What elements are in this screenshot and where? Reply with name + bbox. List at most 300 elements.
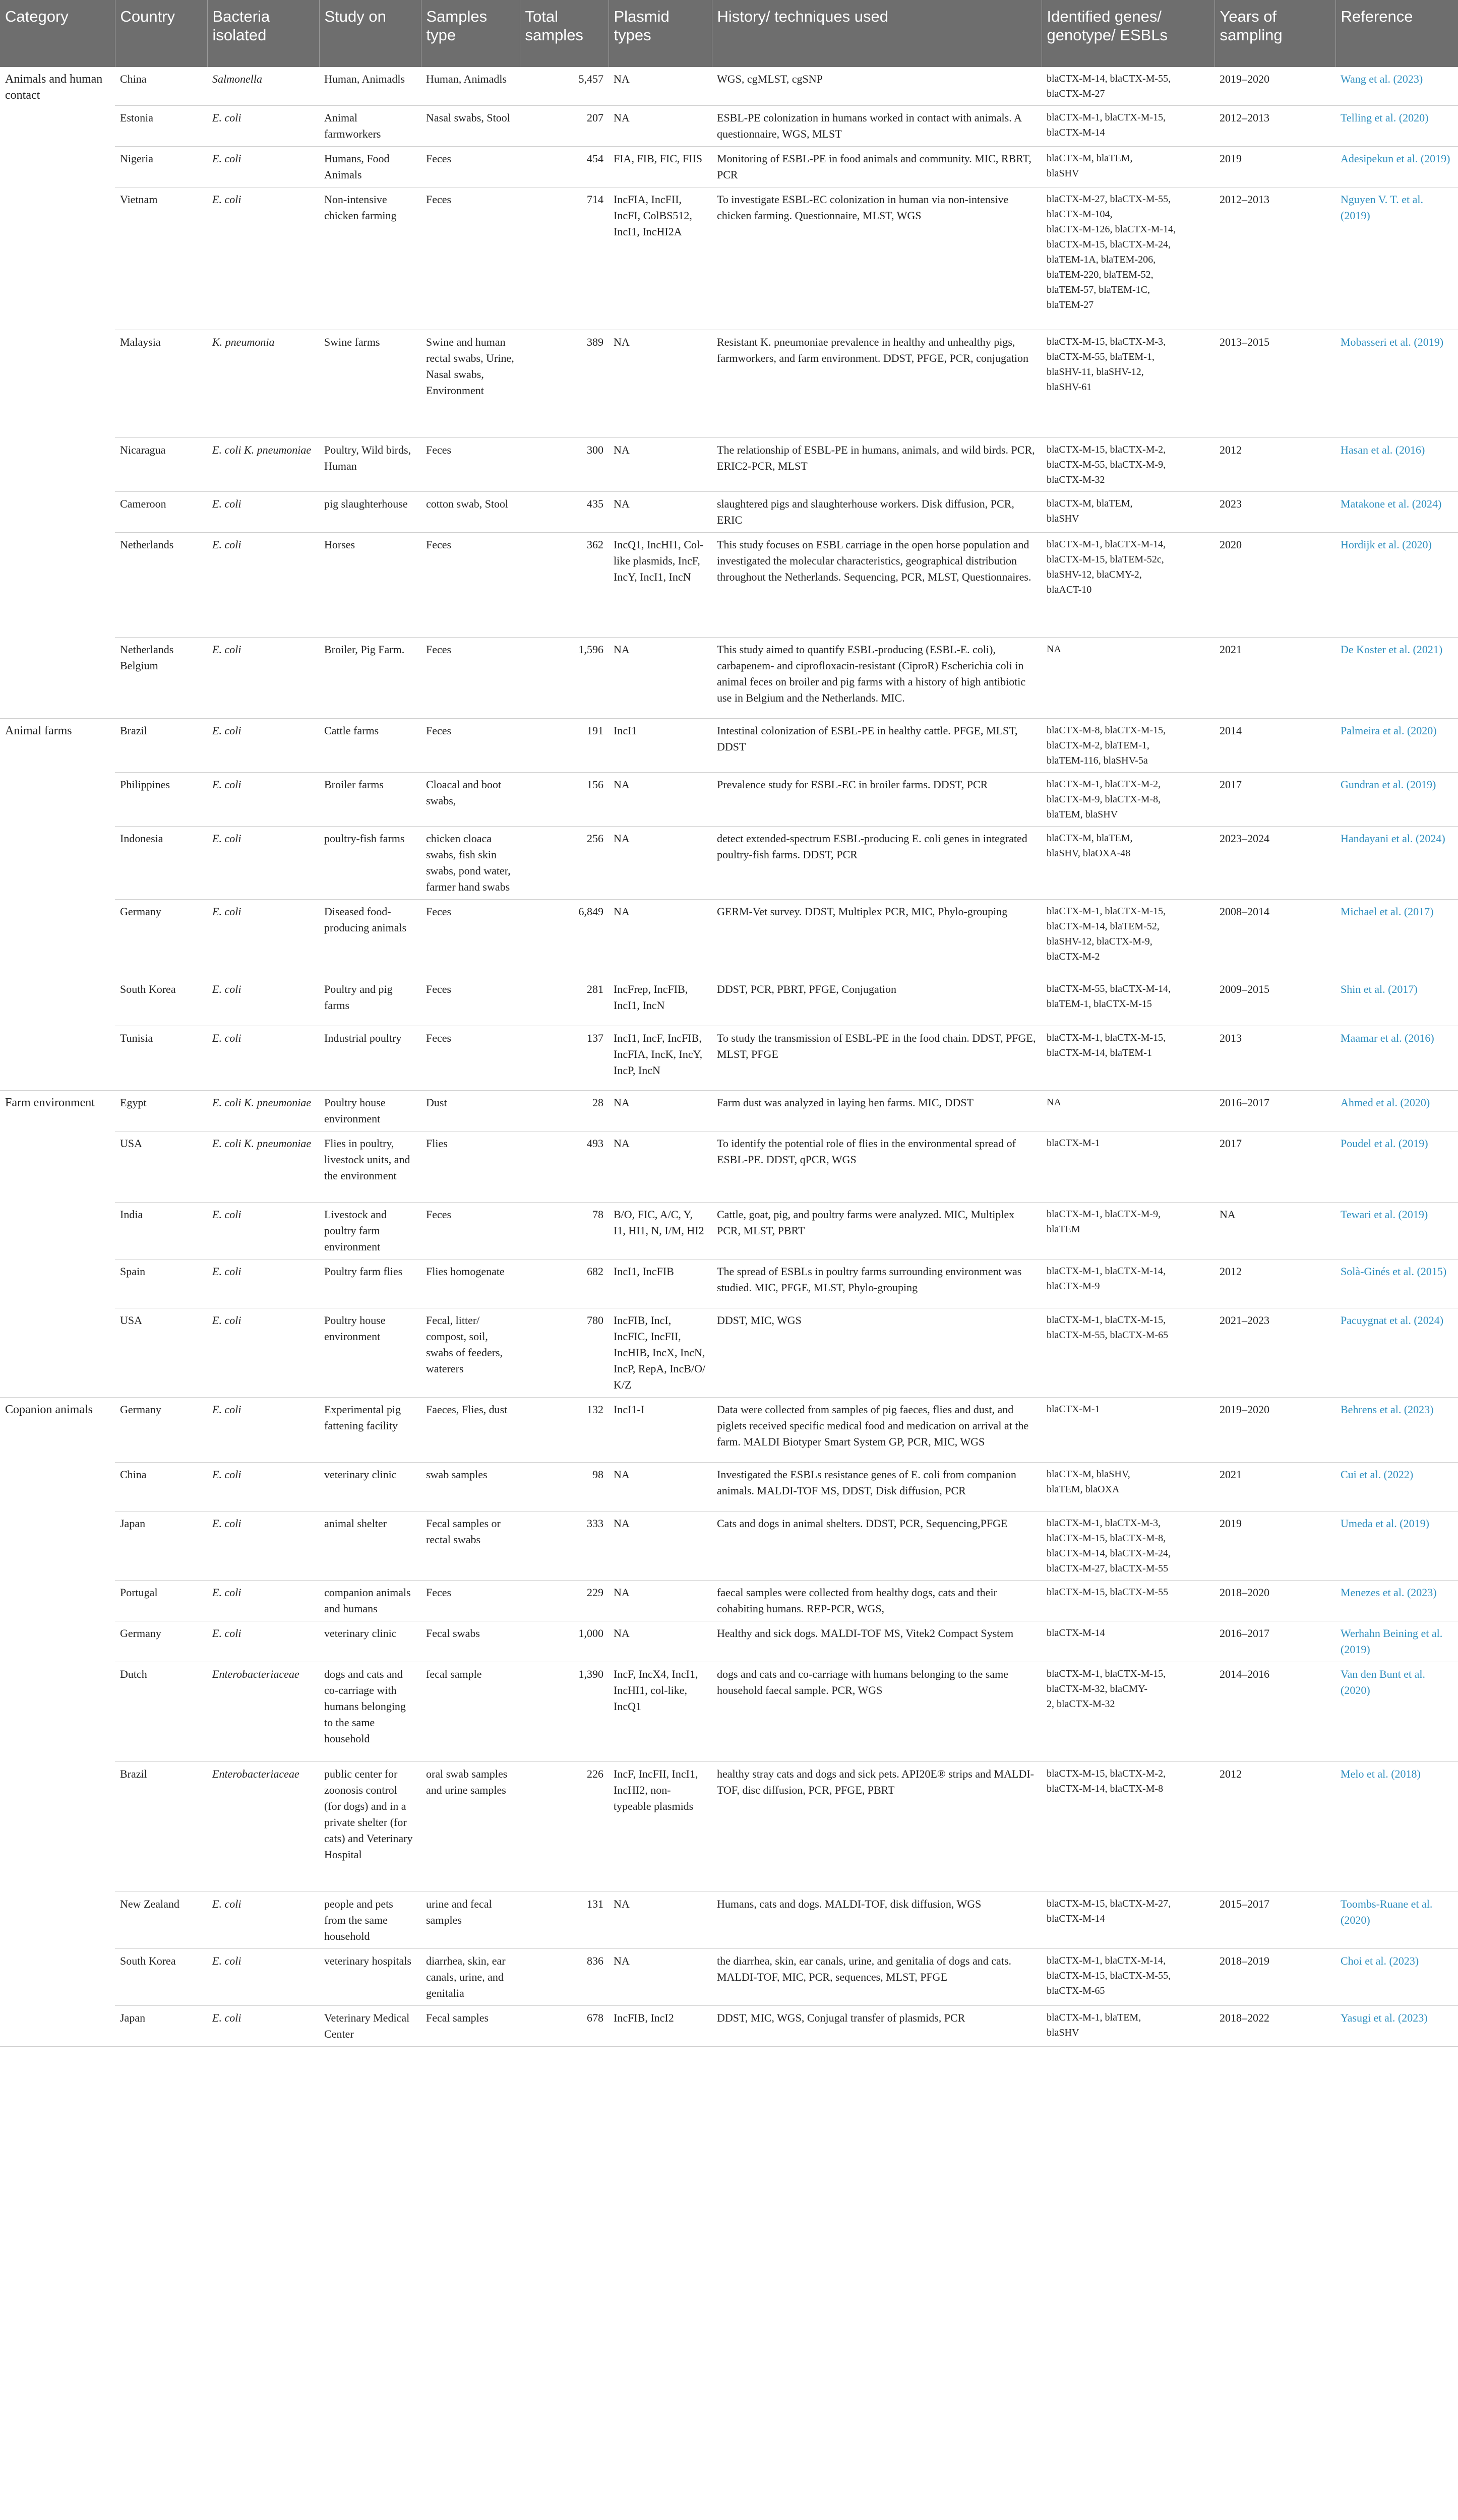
country-cell: Estonia (115, 106, 207, 147)
table-row (0, 2006, 1458, 2047)
genes-cell (1042, 977, 1214, 1026)
total-cell: 6,849 (520, 900, 609, 977)
header-category: Category (0, 0, 115, 67)
reference-link[interactable]: Adesipekun et al. (2019) (1341, 152, 1450, 165)
country-cell: Tunisia (115, 1026, 207, 1091)
gene-entry: blaCTX-M-14 (1047, 1627, 1105, 1639)
plasmid-cell: NA (609, 1621, 712, 1662)
gene-entry: blaCTX-M-14, blaCTX-M-55, (1047, 73, 1171, 84)
years-cell: 2019–2020 (1214, 1398, 1335, 1463)
techniques-cell: DDST, MIC, WGS, Conjugal transfer of plasmids, PCR (712, 2006, 1042, 2047)
reference-link[interactable]: Michael et al. (2017) (1341, 905, 1434, 918)
reference-cell (1335, 1398, 1458, 1463)
reference-cell (1335, 147, 1458, 187)
gene-entry: blaTEM, blaOXA (1047, 1484, 1120, 1495)
genes-cell (1042, 1621, 1214, 1662)
gene-entry: blaCTX-M-1, blaCTX-M-15, (1047, 1668, 1166, 1679)
reference-link[interactable]: Ahmed et al. (2020) (1341, 1096, 1430, 1109)
total-cell: 191 (520, 719, 609, 773)
table-body (0, 67, 1458, 2047)
plasmid-cell: IncFrep, IncFIB, IncI1, IncN (609, 977, 712, 1026)
total-cell: 281 (520, 977, 609, 1026)
study-cell: dogs and cats and co-carriage with humans belonging to the same household (319, 1662, 421, 1762)
table-row (0, 1511, 1458, 1581)
total-cell: 78 (520, 1203, 609, 1259)
years-cell: 2019–2020 (1214, 67, 1335, 106)
samples-cell: fecal sample (421, 1662, 520, 1762)
gene-entry: blaCTX-M-15, blaCTX-M-24, (1047, 239, 1171, 250)
samples-cell: Feces (421, 533, 520, 638)
plasmid-cell: NA (609, 773, 712, 827)
country-cell: Netherlands Belgium (115, 638, 207, 719)
bacteria-cell: E. coli K. pneumoniae (207, 1091, 319, 1131)
techniques-cell: Healthy and sick dogs. MALDI-TOF MS, Vitek2 Compact System (712, 1621, 1042, 1662)
study-cell: people and pets from the same household (319, 1892, 421, 1949)
years-cell: 2012 (1214, 1762, 1335, 1892)
table-row (0, 1463, 1458, 1511)
country-cell: India (115, 1203, 207, 1259)
bacteria-cell: Salmonella (207, 67, 319, 106)
gene-entry: blaSHV-12, blaCTX-M-9, (1047, 936, 1152, 947)
techniques-cell: Farm dust was analyzed in laying hen farms. MIC, DDST (712, 1091, 1042, 1131)
gene-entry: NA (1047, 644, 1061, 655)
genes-cell (1042, 1463, 1214, 1511)
total-cell: 435 (520, 492, 609, 533)
study-cell: pig slaughterhouse (319, 492, 421, 533)
reference-link[interactable]: Mobasseri et al. (2019) (1341, 336, 1444, 348)
reference-cell (1335, 1091, 1458, 1131)
header-reference: Reference (1335, 0, 1458, 67)
study-cell: Horses (319, 533, 421, 638)
plasmid-cell: NA (609, 106, 712, 147)
plasmid-cell: B/O, FIC, A/C, Y, I1, HI1, N, I/M, HI2 (609, 1203, 712, 1259)
techniques-cell: slaughtered pigs and slaughterhouse workers. Disk diffusion, PCR, ERIC (712, 492, 1042, 533)
reference-cell (1335, 773, 1458, 827)
reference-cell (1335, 1131, 1458, 1203)
plasmid-cell: IncFIB, IncI, IncFIC, IncFII, IncHIB, IncX, IncN, IncP, RepA, IncB/O/ K/Z (609, 1308, 712, 1398)
plasmid-cell: NA (609, 1892, 712, 1949)
samples-cell: Feces (421, 638, 520, 719)
gene-entry: blaCTX-M-1, blaCTX-M-3, (1047, 1518, 1161, 1529)
reference-cell (1335, 438, 1458, 492)
bacteria-cell: E. coli (207, 533, 319, 638)
gene-entry: blaCTX-M-14, blaTEM-1 (1047, 1047, 1152, 1058)
techniques-cell: the diarrhea, skin, ear canals, urine, and genitalia of dogs and cats. MALDI-TOF, MIC, PCR, sequences, MLST, PFGE (712, 1949, 1042, 2006)
gene-entry: blaCTX-M-2 (1047, 951, 1100, 962)
study-cell: veterinary hospitals (319, 1949, 421, 2006)
gene-entry: blaCTX-M-15, blaCTX-M-2, (1047, 444, 1166, 455)
total-cell: 493 (520, 1131, 609, 1203)
samples-cell: Feces (421, 438, 520, 492)
reference-link[interactable]: Behrens et al. (2023) (1341, 1403, 1434, 1416)
bacteria-cell: E. coli (207, 1949, 319, 2006)
reference-link[interactable]: Hasan et al. (2016) (1341, 444, 1425, 456)
bacteria-cell: E. coli K. pneumoniae (207, 438, 319, 492)
table-row (0, 492, 1458, 533)
bacteria-cell: E. coli K. pneumoniae (207, 1131, 319, 1203)
samples-cell: Feces (421, 1581, 520, 1621)
study-cell: public center for zoonosis control (for dogs) and in a private shelter (for cats) and Veterinary Hospital (319, 1762, 421, 1892)
reference-link[interactable]: Tewari et al. (2019) (1341, 1208, 1428, 1221)
reference-link[interactable]: Matakone et al. (2024) (1341, 497, 1442, 510)
techniques-cell: Data were collected from samples of pig faeces, flies and dust, and piglets received specific medical food and medication on arrival at the farm. MALDI Biotyper Smart System GP, PCR, MIC, WGS (712, 1398, 1042, 1463)
total-cell: 682 (520, 1259, 609, 1308)
years-cell: 2014 (1214, 719, 1335, 773)
gene-entry: blaCTX-M-15, blaTEM-52c, (1047, 554, 1164, 565)
reference-link[interactable]: Shin et al. (2017) (1341, 983, 1418, 995)
years-cell: 2012 (1214, 438, 1335, 492)
bacteria-cell: Enterobacteriaceae (207, 1762, 319, 1892)
gene-entry: blaCTX-M-1, blaTEM, (1047, 2012, 1141, 2023)
reference-link[interactable]: Nguyen V. T. et al. (2019) (1341, 193, 1423, 222)
category-cell: Copanion animals (0, 1398, 115, 2047)
years-cell: 2015–2017 (1214, 1892, 1335, 1949)
total-cell: 137 (520, 1026, 609, 1091)
years-cell: 2008–2014 (1214, 900, 1335, 977)
years-cell: 2017 (1214, 773, 1335, 827)
country-cell: Germany (115, 1398, 207, 1463)
samples-cell: Feces (421, 1203, 520, 1259)
gene-entry: blaCTX-M-8, blaCTX-M-15, (1047, 725, 1166, 736)
years-cell: 2013 (1214, 1026, 1335, 1091)
country-cell: South Korea (115, 977, 207, 1026)
study-cell: Humans, Food Animals (319, 147, 421, 187)
plasmid-cell: NA (609, 1091, 712, 1131)
gene-entry: blaCTX-M-15, blaCTX-M-3, (1047, 336, 1166, 347)
reference-cell (1335, 1026, 1458, 1091)
reference-link[interactable]: Umeda et al. (2019) (1341, 1517, 1429, 1530)
reference-cell (1335, 900, 1458, 977)
gene-entry: blaCTX-M-1, blaCTX-M-2, (1047, 779, 1161, 790)
total-cell: 1,596 (520, 638, 609, 719)
samples-cell: Swine and human rectal swabs, Urine, Nasal swabs, Environment (421, 330, 520, 438)
gene-entry: blaCTX-M-1, blaCTX-M-14, (1047, 539, 1166, 550)
study-cell: Broiler, Pig Farm. (319, 638, 421, 719)
genes-cell (1042, 533, 1214, 638)
gene-entry: blaTEM-27 (1047, 299, 1094, 310)
reference-cell (1335, 719, 1458, 773)
years-cell: 2013–2015 (1214, 330, 1335, 438)
reference-link[interactable]: Melo et al. (2018) (1341, 1768, 1421, 1780)
samples-cell: Feces (421, 1026, 520, 1091)
gene-entry: blaCTX-M-9 (1047, 1281, 1100, 1292)
plasmid-cell: IncF, IncFII, IncI1, IncHI2, non-typeable plasmids (609, 1762, 712, 1892)
reference-link[interactable]: Solà-Ginés et al. (2015) (1341, 1265, 1447, 1278)
genes-cell (1042, 106, 1214, 147)
years-cell: 2018–2020 (1214, 1581, 1335, 1621)
techniques-cell: This study focuses on ESBL carriage in the open horse population and investigated the molecular characteristics, geographical distribution throughout the Netherlands. Sequencing, PCR, MLST, Questionnaires. (712, 533, 1042, 638)
genes-cell (1042, 1581, 1214, 1621)
study-cell: poultry-fish farms (319, 827, 421, 900)
gene-entry: 2, blaCTX-M-32 (1047, 1698, 1115, 1710)
reference-link[interactable]: Van den Bunt et al. (2020) (1341, 1668, 1426, 1696)
reference-link[interactable]: Toombs-Ruane et al. (2020) (1341, 1898, 1433, 1926)
total-cell: 226 (520, 1762, 609, 1892)
reference-cell (1335, 533, 1458, 638)
country-cell: Spain (115, 1259, 207, 1308)
country-cell: Dutch (115, 1662, 207, 1762)
table-row (0, 1259, 1458, 1308)
reference-cell (1335, 1308, 1458, 1398)
reference-link[interactable]: Choi et al. (2023) (1341, 1955, 1419, 1967)
reference-cell (1335, 67, 1458, 106)
gene-entry: blaCTX-M-1, blaCTX-M-14, (1047, 1266, 1166, 1277)
study-cell: veterinary clinic (319, 1463, 421, 1511)
table-row (0, 827, 1458, 900)
study-cell: Poultry house environment (319, 1308, 421, 1398)
reference-link[interactable]: Maamar et al. (2016) (1341, 1032, 1434, 1044)
reference-link[interactable]: Gundran et al. (2019) (1341, 778, 1436, 791)
gene-entry: NA (1047, 1097, 1061, 1108)
table-row (0, 1762, 1458, 1892)
gene-entry: blaTEM-116, blaSHV-5a (1047, 755, 1148, 766)
samples-cell: Feces (421, 900, 520, 977)
gene-entry: blaCTX-M, blaTEM, (1047, 498, 1133, 509)
gene-entry: blaCTX-M-15, blaCTX-M-8, (1047, 1533, 1166, 1544)
country-cell: Germany (115, 900, 207, 977)
gene-entry: blaTEM (1047, 1224, 1080, 1235)
bacteria-cell: E. coli (207, 1026, 319, 1091)
samples-cell: Nasal swabs, Stool (421, 106, 520, 147)
gene-entry: blaCTX-M-15, blaCTX-M-55, (1047, 1970, 1171, 1981)
genes-cell (1042, 1949, 1214, 2006)
reference-link[interactable]: Poudel et al. (2019) (1341, 1137, 1428, 1150)
plasmid-cell: IncQ1, IncHI1, Col-like plasmids, IncF, IncY, IncI1, IncN (609, 533, 712, 638)
gene-entry: blaCTX-M, blaTEM, (1047, 833, 1133, 844)
plasmid-cell: NA (609, 638, 712, 719)
samples-cell: Feces (421, 977, 520, 1026)
plasmid-cell: FIA, FIB, FIC, FIIS (609, 147, 712, 187)
total-cell: 300 (520, 438, 609, 492)
gene-entry: blaCTX-M-32, blaCMY- (1047, 1683, 1147, 1694)
gene-entry: blaCTX-M-55, blaCTX-M-14, (1047, 983, 1171, 994)
total-cell: 454 (520, 147, 609, 187)
years-cell: 2021–2023 (1214, 1308, 1335, 1398)
techniques-cell: Investigated the ESBLs resistance genes of E. coli from companion animals. MALDI-TOF MS, DDST, Disk diffusion, PCR (712, 1463, 1042, 1511)
years-cell: 2019 (1214, 1511, 1335, 1581)
study-cell: Broiler farms (319, 773, 421, 827)
techniques-cell: The relationship of ESBL-PE in humans, animals, and wild birds. PCR, ERIC2-PCR, MLST (712, 438, 1042, 492)
bacteria-cell: E. coli (207, 1511, 319, 1581)
country-cell: South Korea (115, 1949, 207, 2006)
samples-cell: Feces (421, 719, 520, 773)
bacteria-cell: E. coli (207, 719, 319, 773)
samples-cell: diarrhea, skin, ear canals, urine, and genitalia (421, 1949, 520, 2006)
total-cell: 256 (520, 827, 609, 900)
reference-cell (1335, 1203, 1458, 1259)
plasmid-cell: NA (609, 330, 712, 438)
plasmid-cell: IncI1, IncF, IncFIB, IncFIA, IncK, IncY, IncP, IncN (609, 1026, 712, 1091)
study-cell: Experimental pig fattening facility (319, 1398, 421, 1463)
country-cell: Portugal (115, 1581, 207, 1621)
years-cell: 2014–2016 (1214, 1662, 1335, 1762)
reference-cell (1335, 1511, 1458, 1581)
reference-cell (1335, 1662, 1458, 1762)
bacteria-cell: K. pneumonia (207, 330, 319, 438)
genes-cell (1042, 773, 1214, 827)
bacteria-cell: E. coli (207, 2006, 319, 2047)
genes-cell (1042, 1511, 1214, 1581)
category-cell: Animals and human contact (0, 67, 115, 719)
reference-cell (1335, 1892, 1458, 1949)
gene-entry: blaCTX-M-1 (1047, 1138, 1100, 1149)
techniques-cell: DDST, PCR, PBRT, PFGE, Conjugation (712, 977, 1042, 1026)
reference-cell (1335, 638, 1458, 719)
bacteria-cell: E. coli (207, 827, 319, 900)
gene-entry: blaCTX-M-1, blaCTX-M-15, (1047, 1032, 1166, 1043)
techniques-cell: Humans, cats and dogs. MALDI-TOF, disk diffusion, WGS (712, 1892, 1042, 1949)
plasmid-cell: NA (609, 67, 712, 106)
gene-entry: blaCTX-M-1 (1047, 1404, 1100, 1415)
country-cell: USA (115, 1131, 207, 1203)
reference-link[interactable]: Werhahn Beining et al. (2019) (1341, 1627, 1443, 1656)
country-cell: Japan (115, 1511, 207, 1581)
genes-cell (1042, 1259, 1214, 1308)
genes-cell (1042, 1203, 1214, 1259)
country-cell: Egypt (115, 1091, 207, 1131)
bacteria-cell: E. coli (207, 1621, 319, 1662)
bacteria-cell: E. coli (207, 1308, 319, 1398)
reference-cell (1335, 106, 1458, 147)
samples-cell: Cloacal and boot swabs, (421, 773, 520, 827)
techniques-cell: The spread of ESBLs in poultry farms surrounding environment was studied. MIC, PFGE, MLST, Phylo-grouping (712, 1259, 1042, 1308)
genes-cell (1042, 1892, 1214, 1949)
techniques-cell: This study aimed to quantify ESBL-producing (ESBL-E. coli), carbapenem- and ciprofloxacin-resistant (CiproR) Escherichia coli in animal feces on broiler and pig farms with a history of high antibiotic use in Belgium and the Netherlands. MIC. (712, 638, 1042, 719)
study-cell: Poultry and pig farms (319, 977, 421, 1026)
plasmid-cell: NA (609, 438, 712, 492)
plasmid-cell: IncF, IncX4, IncI1, IncHI1, col-like, IncQ1 (609, 1662, 712, 1762)
genes-cell (1042, 1398, 1214, 1463)
techniques-cell: dogs and cats and co-carriage with humans belonging to the same household faecal sample. PCR, WGS (712, 1662, 1042, 1762)
reference-link[interactable]: Telling et al. (2020) (1341, 111, 1429, 124)
samples-cell: swab samples (421, 1463, 520, 1511)
gene-entry: blaSHV, blaOXA-48 (1047, 848, 1131, 859)
reference-cell (1335, 492, 1458, 533)
gene-entry: blaCTX-M-14, blaCTX-M-8 (1047, 1783, 1164, 1794)
genes-cell (1042, 638, 1214, 719)
country-cell: China (115, 67, 207, 106)
reference-cell (1335, 1581, 1458, 1621)
genes-cell (1042, 827, 1214, 900)
total-cell: 780 (520, 1308, 609, 1398)
plasmid-cell: NA (609, 900, 712, 977)
gene-entry: blaCTX-M-27, blaCTX-M-55 (1047, 1563, 1169, 1574)
study-cell: Human, Animadls (319, 67, 421, 106)
header-plasmid: Plasmid types (609, 0, 712, 67)
samples-cell: Faeces, Flies, dust (421, 1398, 520, 1463)
total-cell: 714 (520, 187, 609, 330)
gene-entry: blaCTX-M, blaSHV, (1047, 1469, 1130, 1480)
years-cell: 2018–2019 (1214, 1949, 1335, 2006)
bacteria-cell: Enterobacteriaceae (207, 1662, 319, 1762)
reference-link[interactable]: Handayani et al. (2024) (1341, 832, 1445, 845)
samples-cell: chicken cloaca swabs, fish skin swabs, pond water, farmer hand swabs (421, 827, 520, 900)
total-cell: 1,390 (520, 1662, 609, 1762)
country-cell: Philippines (115, 773, 207, 827)
genes-cell (1042, 1762, 1214, 1892)
gene-entry: blaCTX-M-9, blaCTX-M-8, (1047, 794, 1161, 805)
techniques-cell: To identify the potential role of flies in the environmental spread of ESBL-PE. DDST, qPCR, WGS (712, 1131, 1042, 1203)
header-country: Country (115, 0, 207, 67)
study-cell: Diseased food-producing animals (319, 900, 421, 977)
techniques-cell: WGS, cgMLST, cgSNP (712, 67, 1042, 106)
study-cell: Swine farms (319, 330, 421, 438)
bacteria-cell: E. coli (207, 638, 319, 719)
reference-link[interactable]: Wang et al. (2023) (1341, 73, 1423, 85)
reference-link[interactable]: Pacuygnat et al. (2024) (1341, 1314, 1444, 1327)
total-cell: 5,457 (520, 67, 609, 106)
gene-entry: blaCTX-M-15, blaCTX-M-27, (1047, 1898, 1171, 1909)
years-cell: 2020 (1214, 533, 1335, 638)
bacteria-cell: E. coli (207, 1203, 319, 1259)
techniques-cell: faecal samples were collected from healthy dogs, cats and their cohabiting humans. REP-PCR, WGS, (712, 1581, 1042, 1621)
gene-entry: blaCTX-M-1, blaCTX-M-15, (1047, 906, 1166, 917)
reference-link[interactable]: Palmeira et al. (2020) (1341, 724, 1437, 737)
reference-link[interactable]: Cui et al. (2022) (1341, 1468, 1414, 1481)
samples-cell: oral swab samples and urine samples (421, 1762, 520, 1892)
table-row (0, 1203, 1458, 1259)
table-row (0, 1091, 1458, 1131)
bacteria-cell: E. coli (207, 492, 319, 533)
header-study: Study on (319, 0, 421, 67)
header-years: Years of sampling (1214, 0, 1335, 67)
samples-cell: Fecal swabs (421, 1621, 520, 1662)
plasmid-cell: IncFIB, IncI2 (609, 2006, 712, 2047)
bacteria-cell: E. coli (207, 1398, 319, 1463)
genes-cell (1042, 1026, 1214, 1091)
reference-link[interactable]: De Koster et al. (2021) (1341, 643, 1443, 656)
years-cell: 2019 (1214, 147, 1335, 187)
table-row (0, 1398, 1458, 1463)
reference-cell (1335, 1949, 1458, 2006)
gene-entry: blaCTX-M, blaTEM, (1047, 153, 1133, 164)
years-cell: 2009–2015 (1214, 977, 1335, 1026)
table-row (0, 1131, 1458, 1203)
years-cell: 2023–2024 (1214, 827, 1335, 900)
gene-entry: blaCTX-M-1, blaCTX-M-15, (1047, 112, 1166, 123)
reference-link[interactable]: Yasugi et al. (2023) (1341, 2011, 1428, 2024)
category-cell: Animal farms (0, 719, 115, 1091)
samples-cell: Flies homogenate (421, 1259, 520, 1308)
bacteria-cell: E. coli (207, 147, 319, 187)
gene-entry: blaCTX-M-14 (1047, 127, 1105, 138)
plasmid-cell: NA (609, 1463, 712, 1511)
genes-cell (1042, 719, 1214, 773)
reference-cell (1335, 2006, 1458, 2047)
total-cell: 131 (520, 1892, 609, 1949)
reference-link[interactable]: Hordijk et al. (2020) (1341, 538, 1432, 551)
total-cell: 678 (520, 2006, 609, 2047)
gene-entry: blaCTX-M-55, blaTEM-1, (1047, 351, 1155, 362)
study-cell: Poultry house environment (319, 1091, 421, 1131)
genes-cell (1042, 67, 1214, 106)
bacteria-cell: E. coli (207, 106, 319, 147)
gene-entry: blaACT-10 (1047, 584, 1092, 595)
table-row (0, 1581, 1458, 1621)
gene-entry: blaSHV (1047, 168, 1079, 179)
samples-cell: Feces (421, 187, 520, 330)
table-row (0, 147, 1458, 187)
genes-cell (1042, 147, 1214, 187)
gene-entry: blaCTX-M-2, blaTEM-1, (1047, 740, 1149, 751)
gene-entry: blaCTX-M-55, blaCTX-M-9, (1047, 459, 1166, 470)
years-cell: 2016–2017 (1214, 1621, 1335, 1662)
reference-link[interactable]: Menezes et al. (2023) (1341, 1586, 1437, 1599)
years-cell: 2017 (1214, 1131, 1335, 1203)
reference-cell (1335, 1259, 1458, 1308)
table-row (0, 1026, 1458, 1091)
table-row (0, 977, 1458, 1026)
